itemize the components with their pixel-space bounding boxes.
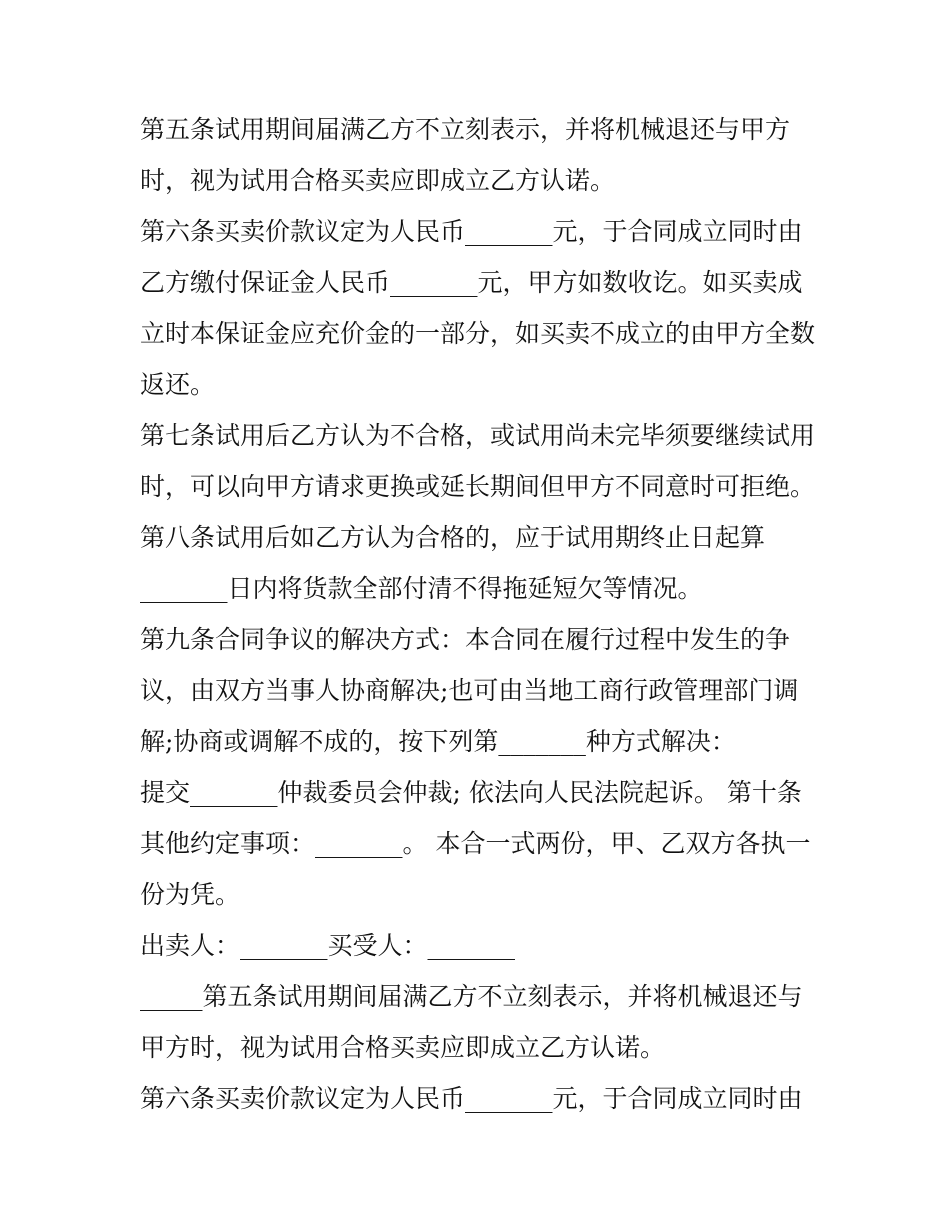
- text-line: 返还。: [140, 370, 216, 399]
- text-line: 解;协商或调解不成的，按下列第_______种方式解决：: [140, 727, 736, 756]
- text-line: _____第五条试用期间届满乙方不立刻表示，并将机械退还与: [140, 982, 803, 1011]
- text-line: 份为凭。: [140, 880, 241, 909]
- contract-body: [140, 104, 820, 1124]
- text-line: 第六条买卖价款议定为人民币_______元，于合同成立同时由: [140, 1084, 803, 1113]
- text-line: 出卖人：_______买受人：_______: [140, 931, 516, 960]
- text-line: 第八条试用后如乙方认为合格的，应于试用期终止日起算: [140, 523, 766, 552]
- text-line: 第九条合同争议的解决方式：本合同在履行过程中发生的争: [140, 625, 791, 654]
- text-line: 其他约定事项：_______。 本合一式两份，甲、乙双方各执一: [140, 829, 811, 858]
- text-line: _______日内将货款全部付清不得拖延短欠等情况。: [140, 574, 703, 603]
- text-line: 第六条买卖价款议定为人民币_______元，于合同成立同时由: [140, 217, 803, 246]
- text-line: 第七条试用后乙方认为不合格，或试用尚未完毕须要继续试用: [140, 421, 816, 450]
- text-line: 甲方时，视为试用合格买卖应即成立乙方认诺。: [140, 1033, 666, 1062]
- text-line: 第五条试用期间届满乙方不立刻表示，并将机械退还与甲方: [140, 115, 791, 144]
- text-line: 时，视为试用合格买卖应即成立乙方认诺。: [140, 166, 616, 195]
- text-line: 立时本保证金应充价金的一部分，如买卖不成立的由甲方全数: [140, 319, 816, 348]
- text-line: 乙方缴付保证金人民币_______元，甲方如数收讫。如买卖成: [140, 268, 803, 297]
- text-line: 提交_______仲裁委员会仲裁; 依法向人民法院起诉。 第十条: [140, 778, 802, 807]
- text-line: 议，由双方当事人协商解决;也可由当地工商行政管理部门调: [140, 676, 799, 705]
- text-line: 时，可以向甲方请求更换或延长期间但甲方不同意时可拒绝。: [140, 472, 816, 501]
